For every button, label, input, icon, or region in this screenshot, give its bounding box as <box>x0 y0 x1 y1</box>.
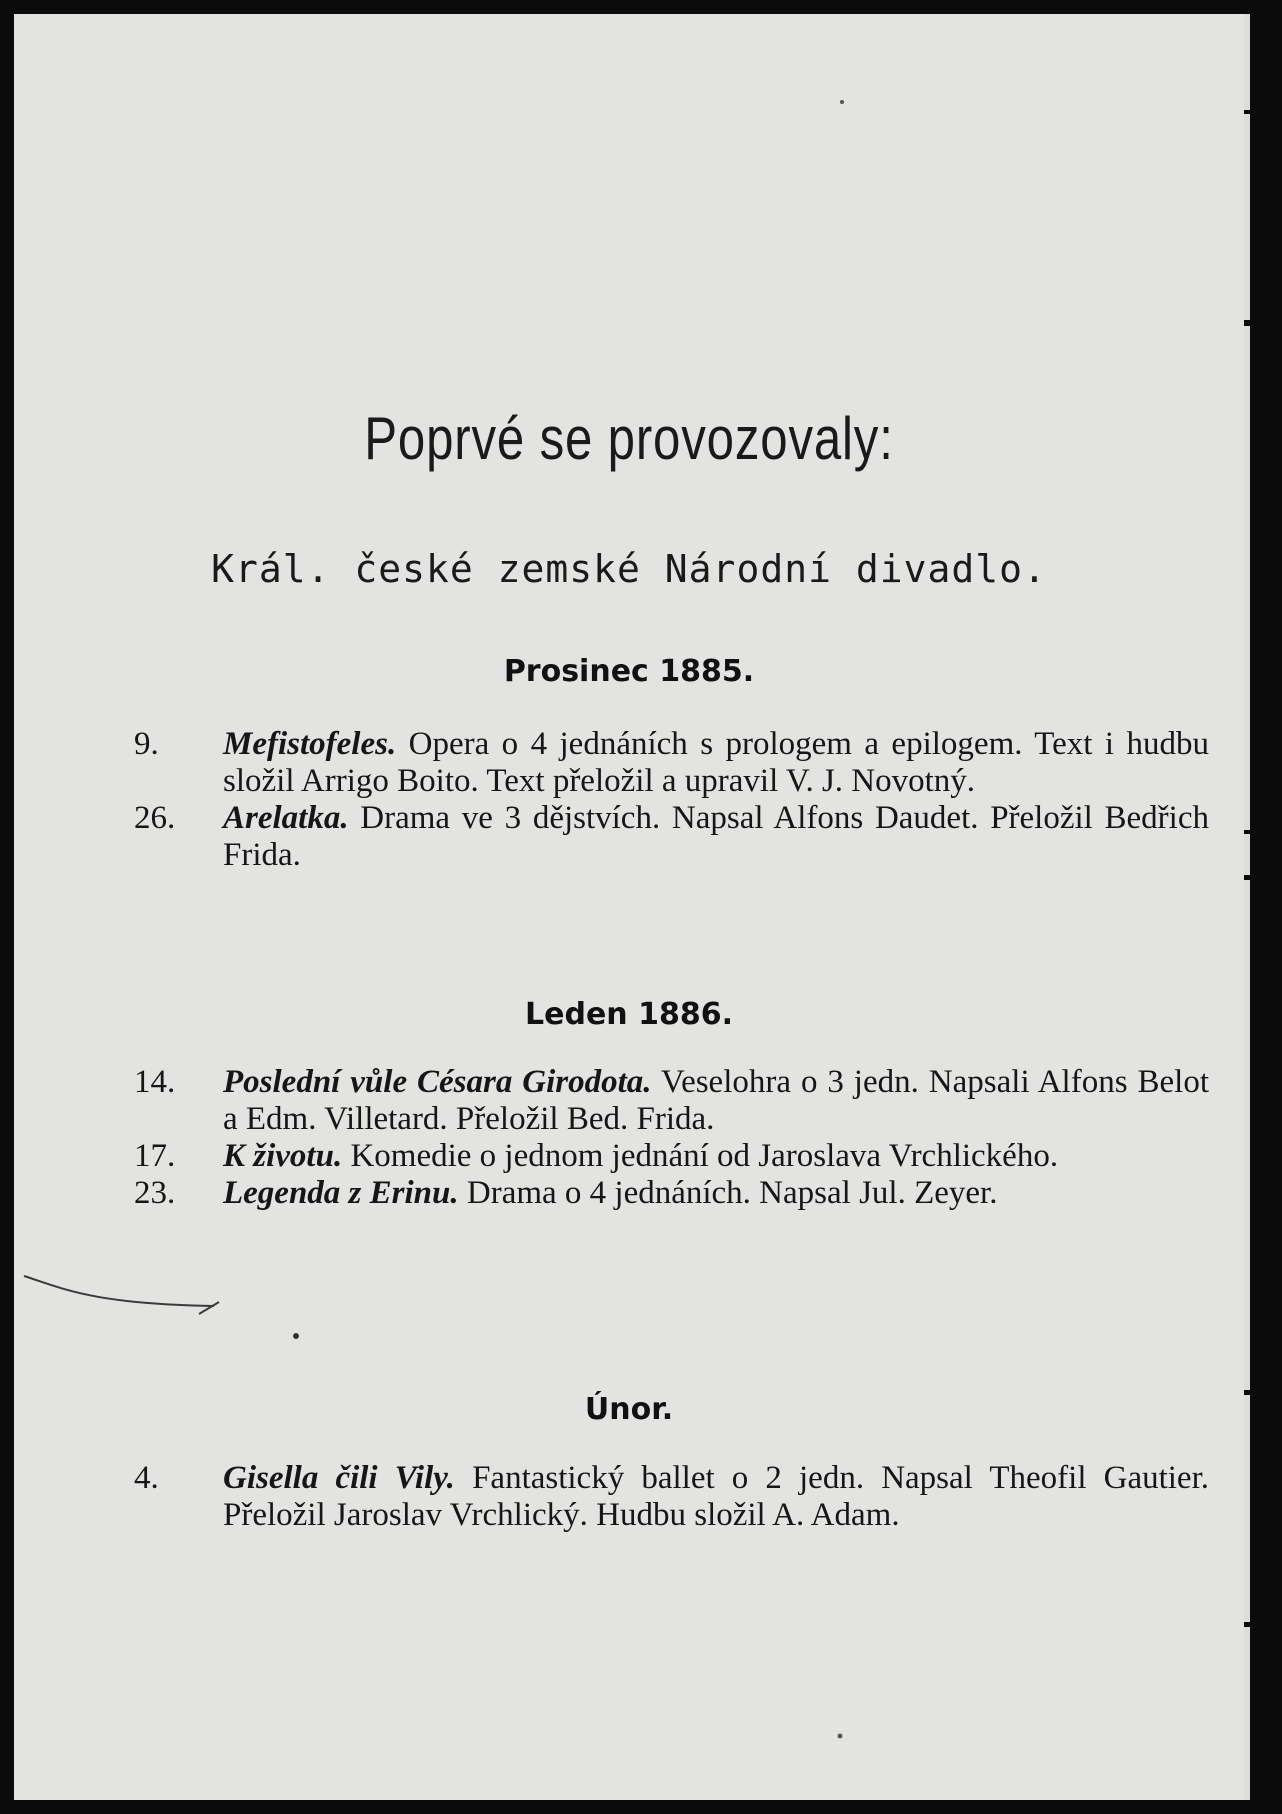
play-description: Opera o 4 jednáních s prologem a epilogem. Text i hudbu složil Arrigo Boito. Text přeložil a upravil V. J. Novotný. <box>223 726 1209 799</box>
performance-entry <box>14 1460 1244 1534</box>
play-title: Arelatka. <box>223 800 349 836</box>
month-heading: Leden 1886. <box>525 997 733 1032</box>
performance-list <box>14 1460 1244 1534</box>
spine-edge <box>1244 14 1250 1800</box>
performance-entry <box>14 800 1244 874</box>
month-heading: Únor. <box>584 1392 674 1427</box>
play-description: Fantastický ballet o 2 jedn. Napsal Theofil Gautier. Přeložil Jaroslav Vrchlický. Hudbu složil A. Adam. <box>223 1460 1209 1533</box>
month-heading: Prosinec 1885. <box>503 654 755 689</box>
entry-day: 17. <box>134 1138 176 1174</box>
play-title: Mefistofeles. <box>223 726 397 762</box>
performance-list <box>14 1064 1244 1212</box>
performance-entry <box>14 1138 1244 1175</box>
performance-entry <box>14 1064 1244 1138</box>
performance-entry <box>14 726 1244 800</box>
entry-day: 26. <box>134 800 176 836</box>
entry-day: 23. <box>134 1175 176 1211</box>
theatre-name: Král. české zemské Národní divadlo. <box>211 547 1047 591</box>
play-title: Gisella čili Vily. <box>223 1460 455 1496</box>
entry-day: 4. <box>134 1460 159 1496</box>
play-title: K životu. <box>223 1138 343 1174</box>
play-title: Poslední vůle Césara Girodota. <box>223 1064 652 1100</box>
entry-day: 9. <box>134 726 159 762</box>
performance-list <box>14 726 1244 874</box>
performance-entry <box>14 1175 1244 1212</box>
play-title: Legenda z Erinu. <box>223 1175 459 1211</box>
play-description: Veselohra o 3 jedn. Napsali Alfons Belot a Edm. Villetard. Přeložil Bed. Frida. <box>223 1064 1209 1137</box>
entry-day: 14. <box>134 1064 176 1100</box>
play-description: Komedie o jednom jednání od Jaroslava Vrchlického. <box>342 1138 1059 1174</box>
play-description: Drama o 4 jednáních. Napsal Jul. Zeyer. <box>458 1175 998 1211</box>
play-description: Drama ve 3 dějstvích. Napsal Alfons Daudet. Přeložil Bedřich Frida. <box>223 800 1209 873</box>
document-page <box>14 14 1244 1800</box>
page-title: Poprvé se provozovaly: <box>364 405 894 472</box>
